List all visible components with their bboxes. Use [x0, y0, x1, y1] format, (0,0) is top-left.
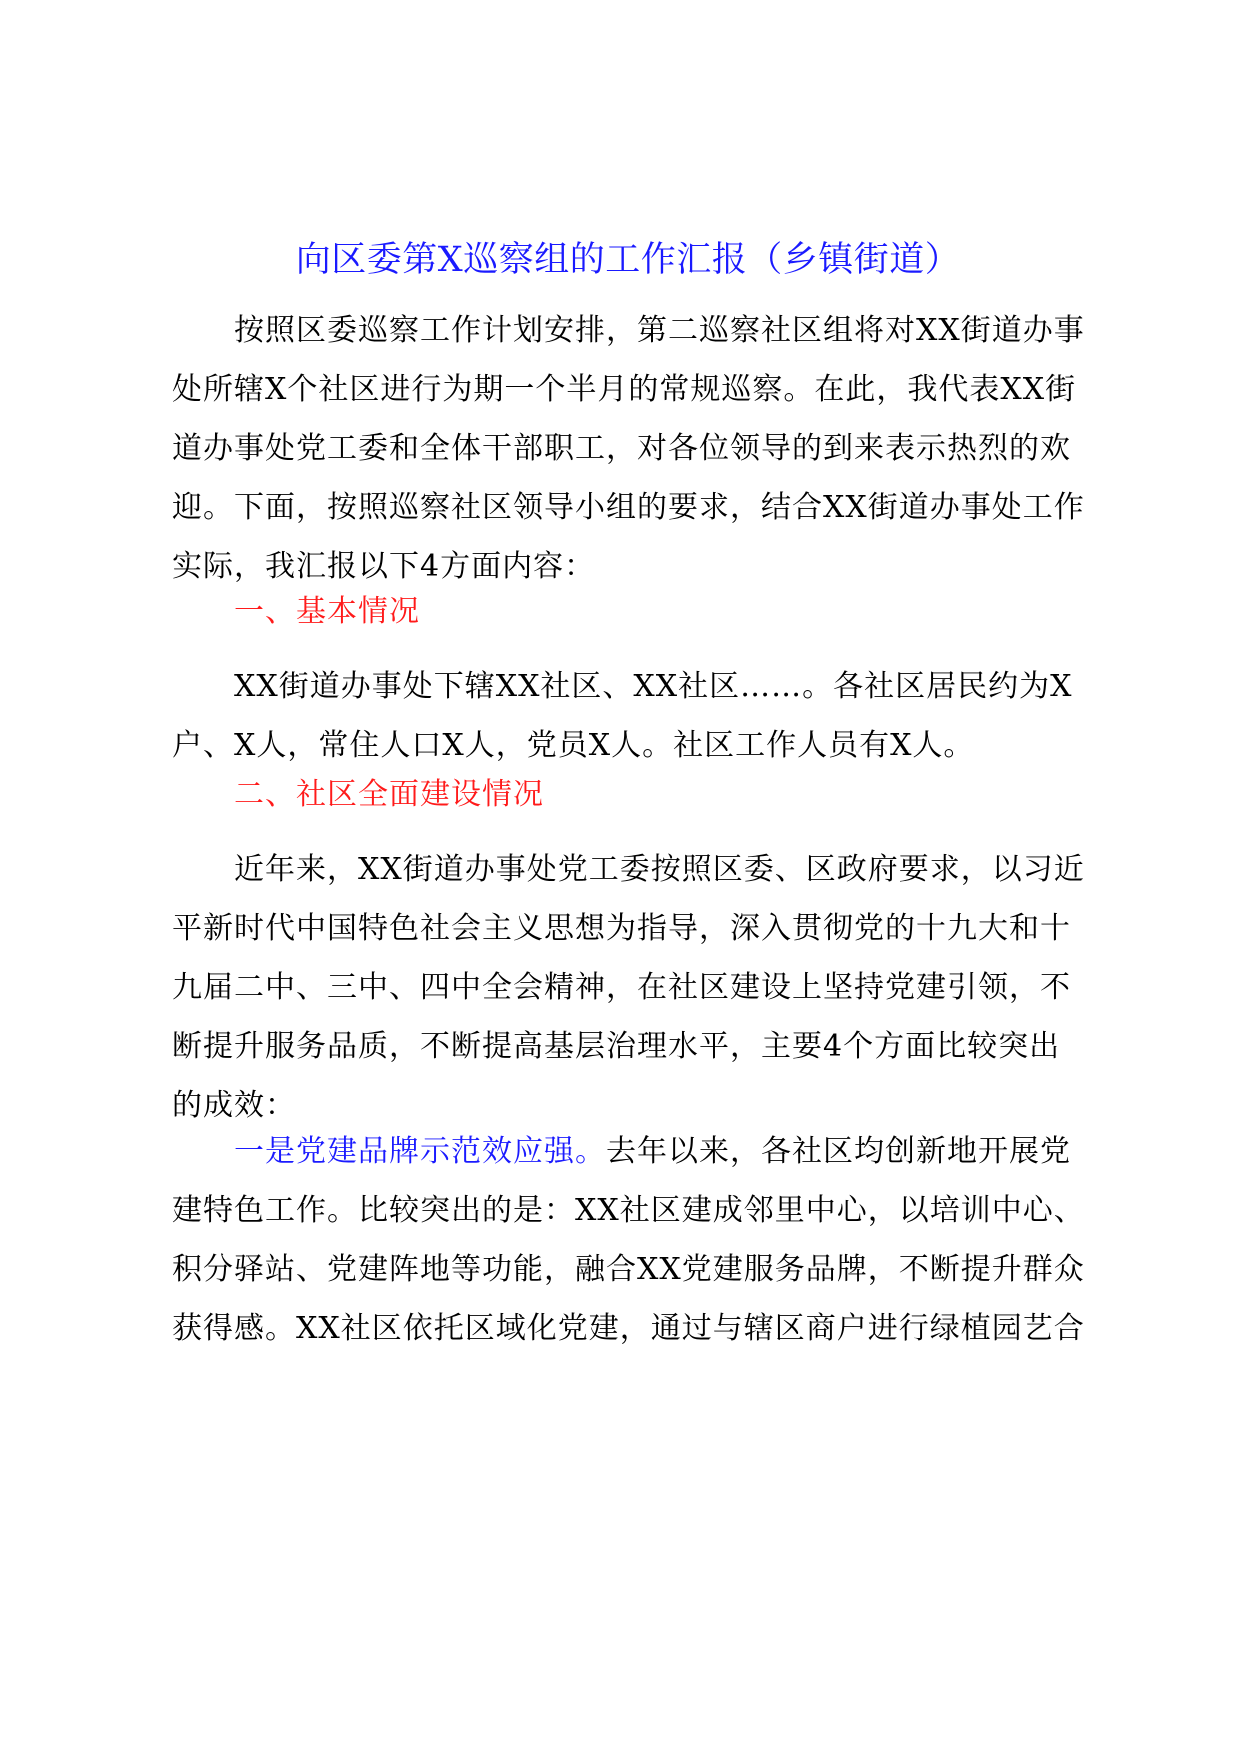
section2-line: 的成效：: [172, 1088, 296, 1123]
intro-paragraph: [172, 301, 1084, 596]
point1-first-line: [172, 1122, 1084, 1181]
intro-line: 按照区委巡察工作计划安排，第二巡察社区组将对XX街道办事: [234, 313, 1085, 348]
section-heading-community: 二、社区全面建设情况: [234, 777, 544, 812]
point1-lead: 一是党建品牌示范效应强。: [234, 1134, 606, 1169]
section2-line: 九届二中、三中、四中全会精神，在社区建设上坚持党建引领，不: [172, 970, 1071, 1005]
document-title: 向区委第X巡察组的工作汇报（乡镇街道）: [295, 240, 961, 280]
intro-line: 处所辖X个社区进行为期一个半月的常规巡察。在此，我代表XX街: [172, 372, 1077, 407]
intro-line: 道办事处党工委和全体干部职工，对各位领导的到来表示热烈的欢: [172, 431, 1071, 466]
section-heading-basic: 一、基本情况: [234, 594, 420, 629]
section1-line: 户、X人，常住人口X人，党员X人。社区工作人员有X人。: [172, 728, 975, 763]
section2-line: 近年来，XX街道办事处党工委按照区委、区政府要求，以习近: [234, 852, 1085, 887]
point1-paragraph: [172, 1122, 1084, 1358]
point1-line: 积分驿站、党建阵地等功能，融合XX党建服务品牌，不断提升群众: [172, 1252, 1085, 1287]
point1-line: 建特色工作。比较突出的是：XX社区建成邻里中心，以培训中心、: [172, 1193, 1085, 1228]
point1-first-line-rest: 去年以来，各社区均创新地开展党: [606, 1134, 1071, 1169]
point1-line: 获得感。XX社区依托区域化党建，通过与辖区商户进行绿植园艺合: [172, 1311, 1085, 1346]
intro-line: 实际，我汇报以下4方面内容：: [172, 549, 596, 584]
section2-line: 平新时代中国特色社会主义思想为指导，深入贯彻党的十九大和十: [172, 911, 1071, 946]
section1-line: XX街道办事处下辖XX社区、XX社区……。各社区居民约为X: [234, 669, 1073, 704]
intro-line: 迎。下面，按照巡察社区领导小组的要求，结合XX街道办事处工作: [172, 490, 1085, 525]
section1-paragraph: [172, 657, 1084, 775]
section2-line: 断提升服务品质，不断提高基层治理水平，主要4个方面比较突出: [172, 1029, 1061, 1064]
document-page: [172, 0, 1084, 1754]
section2-paragraph: [172, 840, 1084, 1135]
